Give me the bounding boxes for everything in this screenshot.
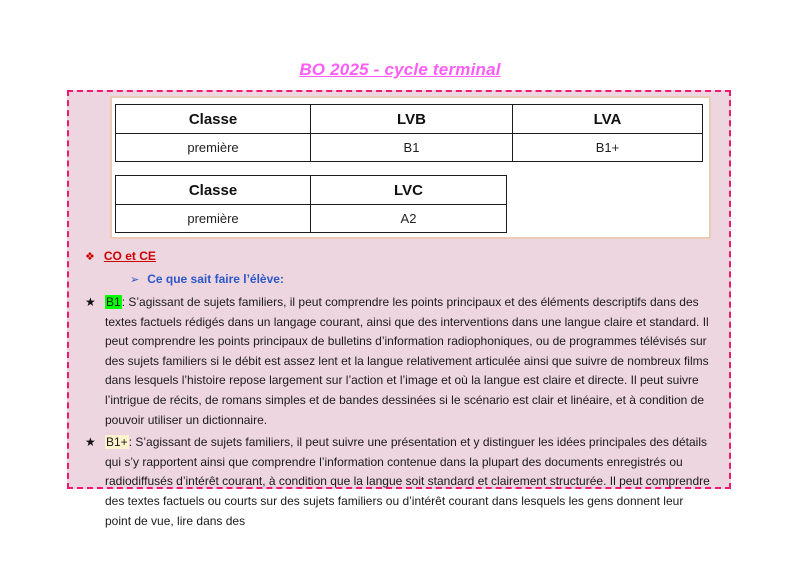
cell-classe: première [116,205,311,233]
table-header-row [116,105,703,134]
level-badge-b1: B1 [106,295,121,309]
page-title: BO 2025 - cycle terminal [299,60,501,79]
levels-table-lvb-lva [115,104,703,162]
arrow-bullet-icon: ➢ [130,273,140,286]
level-description-b1 [85,293,712,430]
table-row [116,205,507,233]
section-heading [85,249,729,263]
table-row [116,134,703,162]
header-lva: LVA [513,105,703,134]
subsection-heading [130,272,729,286]
section-label: CO et CE [103,249,156,263]
level-description-b1-plus [85,433,712,531]
cell-lvc-level: A2 [311,205,507,233]
cell-lva-level: B1+ [513,134,703,162]
header-classe: Classe [116,176,311,205]
subsection-label: Ce que sait faire l’élève: [147,272,284,286]
levels-table-lvc [115,175,507,233]
header-lvb: LVB [311,105,513,134]
header-classe: Classe [116,105,311,134]
content-box [67,90,731,528]
level-text: : S’agissant de sujets familiers, il peut comprendre les points principaux et des éléments descriptifs dans des textes factuels rédigés dans un langage courant, ainsi que des interventions dans une langue claire et standard. Il peut comprendre les points principaux de bulletins d’information radiophoniques, ou de programmes télévisés sur des sujets familiers si le débit est assez lent et la langue relativement articulée ainsi que suivre de nombreux films dans lesquels l’histoire repose largement sur l’action et l’image et où la langue est claire et directe. Il peut suivre l’intrigue de récits, de romans simples et de bandes dessinées si le scénario est clair et linéaire, et à condition de pouvoir utiliser un dictionnaire. [105,295,709,427]
tables-panel [110,96,711,239]
table-header-row [116,176,507,205]
level-text: : S’agissant de sujets familiers, il peut suivre une présentation et y distinguer les idées principales des détails qui s’y rapportent ainsi que comprendre l’information contenue dans la plupart des documents enregistrés ou radiodiffusés d’intérêt courant, à condition que la langue soit standard et clairement structurée. Il peut comprendre des textes factuels ou courts sur des sujets familiers ou d’intérêt courant dans lesquels les gens donnent leur point de vue, lire dans des [105,435,710,528]
diamond-bullet-icon: ❖ [85,250,95,263]
star-bullet-icon: ★ [85,435,96,450]
cell-classe: première [116,134,311,162]
level-badge-b1-plus: B1+ [106,435,128,450]
header-lvc: LVC [311,176,507,205]
cell-lvb-level: B1 [311,134,513,162]
star-bullet-icon: ★ [85,295,96,309]
